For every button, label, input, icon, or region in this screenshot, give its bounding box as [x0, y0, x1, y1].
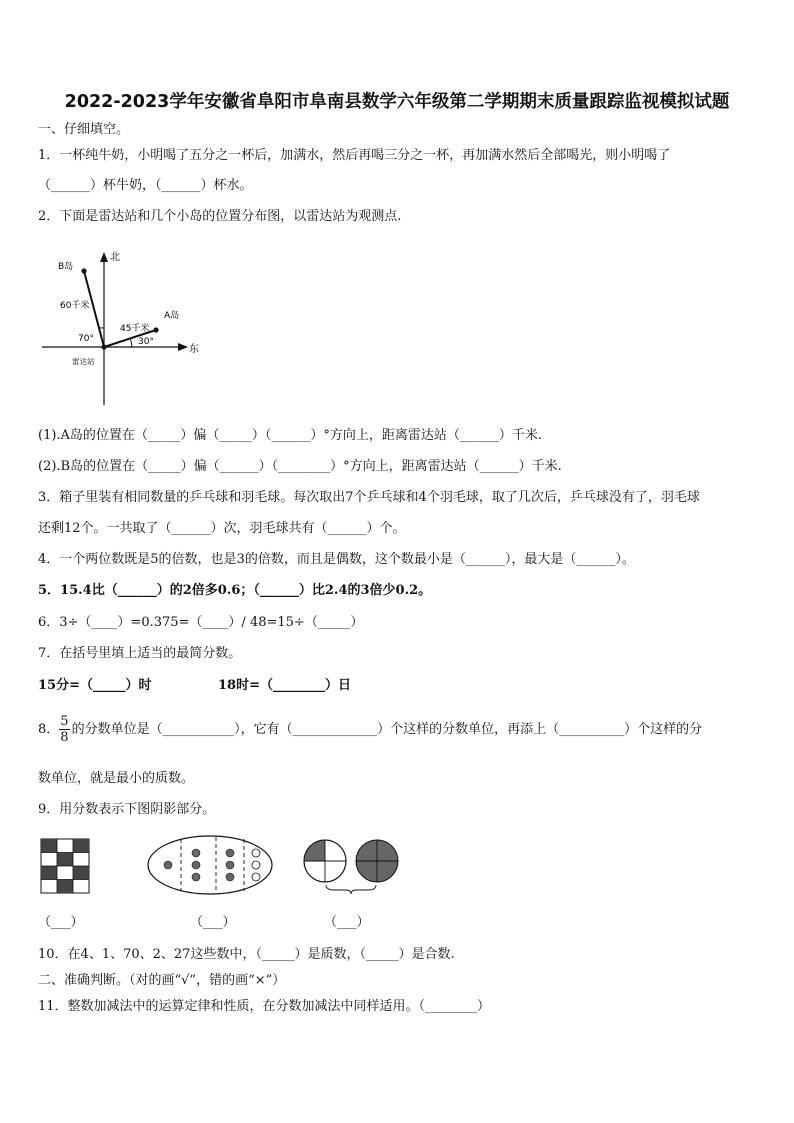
- question-8-line-2: 数单位，就是最小的质数。: [38, 771, 195, 786]
- angle-a-label: 30°: [138, 337, 154, 347]
- question-2-sub-1: (1).A岛的位置在（_____）偏（_____）（______）°方向上，距离雷达站（______）千米.: [38, 428, 543, 443]
- section-heading-judge: 二、准确判断。（对的画“√”，错的画“×”）: [38, 973, 286, 988]
- angle-arc-a: [130, 338, 132, 347]
- question-7-a: 15分=（_____）时: [38, 678, 152, 693]
- a-island-point: [153, 327, 158, 332]
- a-island-label: A岛: [164, 311, 180, 321]
- b-island-label: B岛: [58, 262, 74, 272]
- question-3-line-1: 3．箱子里装有相同数量的乒乓球和羽毛球。每次取出7个乒乓球和4个羽毛球，取了几次后，乒乓球没有了，羽毛球: [38, 490, 700, 505]
- section-heading-fill-blank: 一、仔细填空。: [38, 122, 130, 137]
- b-island-point: [81, 268, 86, 273]
- east-label: 东: [189, 344, 199, 355]
- north-arrow-icon: [100, 252, 108, 262]
- question-8-number: 8．: [38, 722, 60, 737]
- question-4: 4．一个两位数既是5的倍数，也是3的倍数，而且是偶数，这个数最小是（______），最大是（______）。: [38, 552, 635, 567]
- east-arrow-icon: [178, 343, 188, 351]
- question-9-text: 9．用分数表示下图阴影部分。: [38, 802, 216, 817]
- question-1-line-2: （______）杯牛奶，（______）杯水。: [38, 178, 253, 193]
- question-11: 11．整数加减法中的运算定律和性质，在分数加减法中同样适用。（________）: [38, 999, 491, 1014]
- fraction-numerator: 5: [60, 714, 69, 729]
- figure-two-circles: [302, 838, 406, 896]
- brace-icon: [326, 885, 376, 894]
- distance-a-label: 45千米: [120, 324, 150, 334]
- figure-ellipse-dots: [146, 834, 274, 896]
- question-8-line-1: [38, 713, 702, 747]
- question-3-line-2: 还剩12个。一共取了（______）次，羽毛球共有（______）个。: [38, 521, 406, 536]
- question-10: 10．在4、1、70、2、27这些数中，（_____）是质数，（_____）是合数.: [38, 947, 455, 962]
- page-title: 2022-2023学年安徽省阜阳市阜南县数学六年级第二学期期末质量跟踪监视模拟试题: [64, 92, 730, 112]
- question-1-line-1: 1．一杯纯牛奶，小明喝了五分之一杯后，加满水，然后再喝三分之一杯，再加满水然后全部喝光，则小明喝了: [38, 148, 671, 163]
- question-2-sub-2: (2).B岛的位置在（_____）偏（______）（________）°方向上，距离雷达站（______）千米.: [38, 459, 562, 474]
- fraction-denominator: 8: [60, 730, 69, 745]
- question-5: 5．15.4比（______）的2倍多0.6；（______）比2.4的3倍少0.2。: [38, 583, 432, 598]
- question-7-b: 18时=（________）日: [218, 678, 351, 693]
- question-2-text: 2．下面是雷达站和几个小岛的位置分布图，以雷达站为观测点.: [38, 209, 402, 224]
- question-9-blank-1: （___）: [38, 915, 84, 930]
- radar-position-diagram: [38, 240, 208, 410]
- question-7-text: 7．在括号里填上适当的最简分数。: [38, 646, 242, 661]
- angle-b-label: 70°: [78, 334, 94, 344]
- question-9-blank-2: （___）: [190, 915, 236, 930]
- radar-point: [101, 344, 106, 349]
- question-8-rest: 的分数单位是（___________），它有（_____________）个这样的分数单位，再添上（__________）个这样的分: [71, 722, 703, 737]
- question-9-blank-3: （___）: [324, 915, 370, 930]
- radar-label: 雷达站: [72, 357, 95, 366]
- figure-grid-shading: [40, 838, 90, 894]
- fraction-five-eighths: [59, 714, 69, 745]
- distance-b-label: 60千米: [60, 301, 90, 311]
- north-label: 北: [110, 252, 120, 263]
- question-6: 6．3÷（____）=0.375=（____）/ 48=15÷（_____）: [38, 615, 364, 630]
